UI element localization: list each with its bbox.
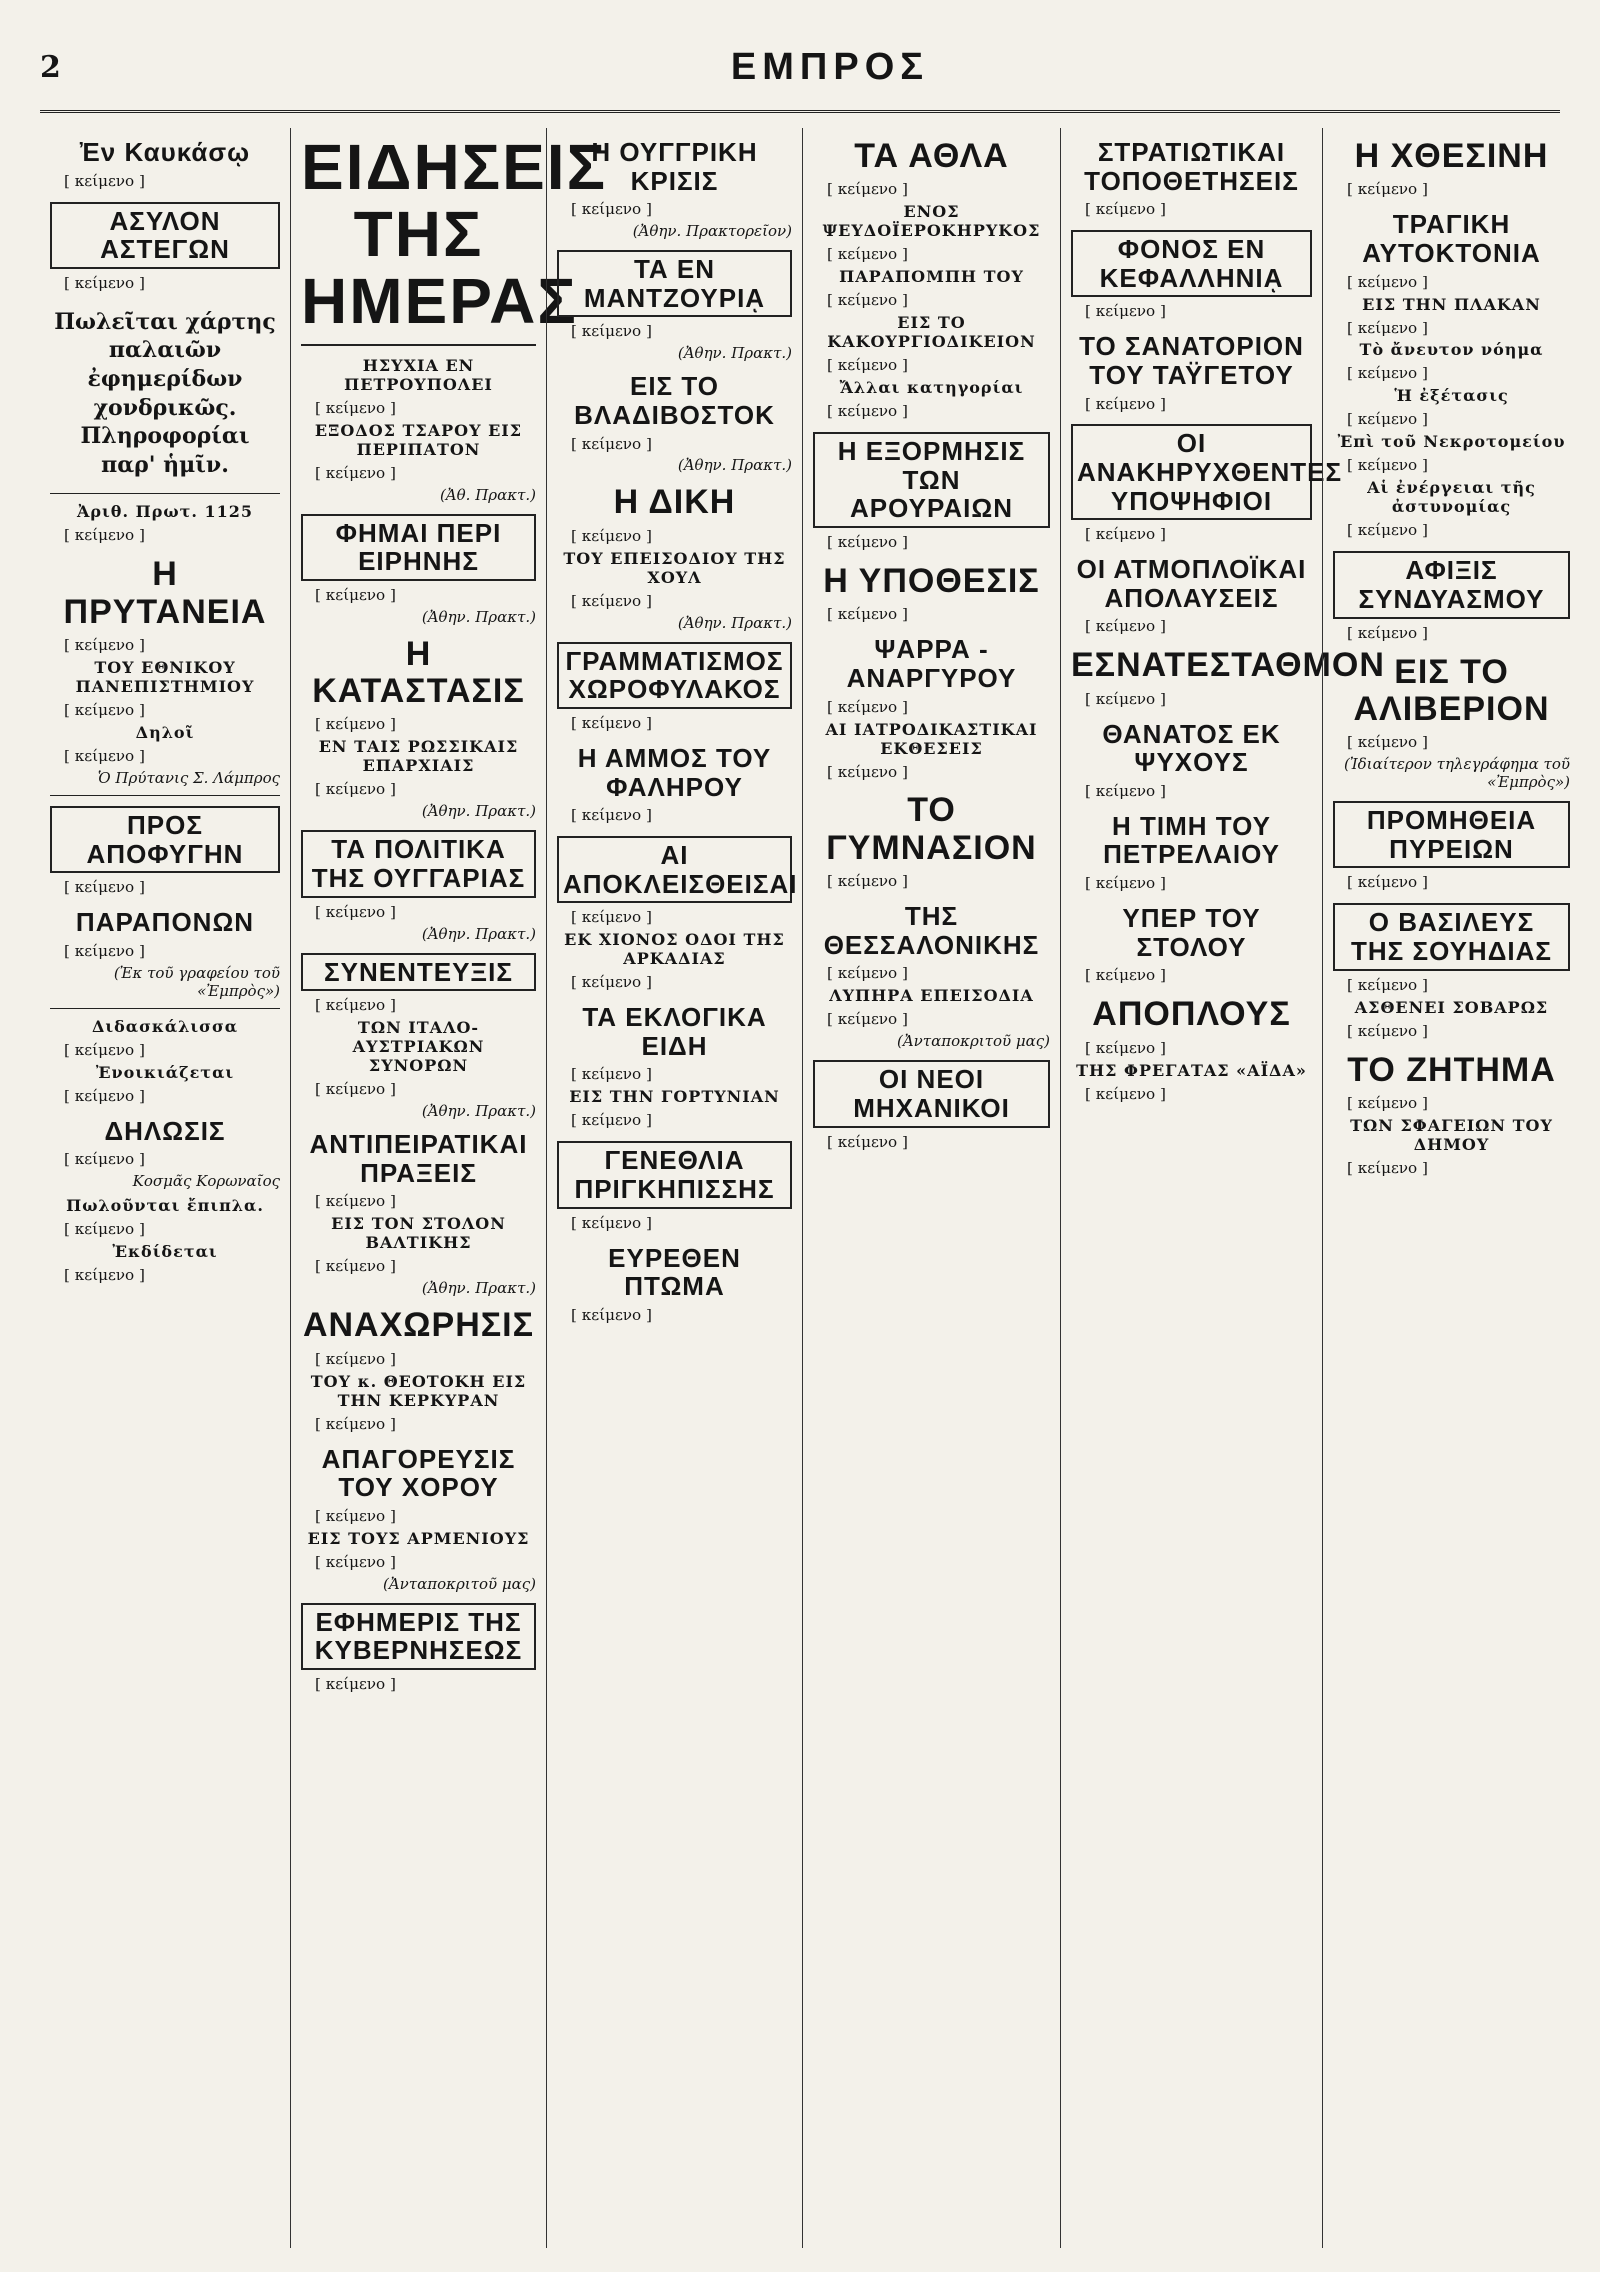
article-headline: Η ΧΘΕΣΙΝΗ [1354,137,1549,175]
article-subheadline: ΕΙΣ ΤΗΝ ΠΛΑΚΑΝ [1362,294,1541,314]
article-body-paragraph: [ κείμενο ] [64,746,145,765]
column-rule [50,493,280,494]
article-headline: ΕΥΡΕΘΕΝ ΠΤΩΜΑ [608,1242,741,1302]
column-5 [1060,128,1385,2248]
article-source-line: (Ἀθ. Πρακτ.) [439,485,536,504]
article-body-paragraph: [ κείμενο ] [827,291,908,310]
article-subheadline: ΤΩΝ ΙΤΑΛΟ-ΑΥΣΤΡΙΑΚΩΝ ΣΥΝΟΡΩΝ [352,1018,485,1076]
article-body-paragraph: [ κείμενο ] [571,713,652,732]
article-headline: ΤΟ ΣΑΝΑΤΟΡΙΟΝ ΤΟΥ ΤΑΫΓΕΤΟΥ [1079,331,1304,390]
article-body-paragraph: [ κείμενο ] [571,908,652,927]
article-headline: ΟΙ ΑΝΑΚΗΡΥΧΘΕΝΤΕΣ ΥΠΟΨΗΦΙΟΙ [1071,424,1312,520]
article-body-paragraph: [ κείμενο ] [1347,1021,1428,1040]
article-source-line: (Ἀνταποκριτοῦ μας) [896,1032,1050,1051]
article-body-paragraph: [ κείμενο ] [64,1150,145,1169]
article-headline: ΓΕΝΕΘΛΙΑ ΠΡΙΓΚΗΠΙΣΣΗΣ [557,1141,792,1208]
article-source-line: (Ἀθην. Πρακτ.) [677,344,792,363]
article-headline: Ο ΒΑΣΙΛΕΥΣ ΤΗΣ ΣΟΥΗΔΙΑΣ [1333,903,1570,970]
article-body-paragraph: [ κείμενο ] [1347,623,1428,642]
article-body-paragraph: [ κείμενο ] [1085,617,1166,636]
article-headline: ΟΙ ΑΤΜΟΠΛΟΪΚΑΙ ΑΠΟΛΑΥΣΕΙΣ [1076,554,1307,613]
article-body-paragraph: [ κείμενο ] [315,1349,396,1368]
article-body-paragraph: [ κείμενο ] [315,1192,396,1211]
article-headline: ΑΝΑΧΩΡΗΣΙΣ [302,1306,535,1345]
article-subheadline: Αἱ ἐνέργειαι τῆς ἀστυνομίας [1367,478,1536,517]
column-2 [290,128,607,2248]
article-source-line: (Ἐκ τοῦ γραφείου τοῦ «Ἐμπρὸς») [113,963,280,1000]
article-subheadline: Δηλοῖ [135,722,195,742]
article-headline: ΦΗΜΑΙ ΠΕΡΙ ΕΙΡΗΝΗΣ [301,514,536,581]
article-body-paragraph: [ κείμενο ] [827,872,908,891]
article-body-paragraph: [ κείμενο ] [1085,1038,1166,1057]
article-subheadline: Ἀριθ. Πρωτ. 1125 [76,502,254,522]
article-body-paragraph: [ κείμενο ] [315,996,396,1015]
article-source-line: (Ἀθην. Πρακτορεῖον) [632,222,792,241]
article-headline: ΕΣΝΑΤΕΣΤΑΘΜΟΝ [1071,646,1385,685]
columns [40,128,1580,2248]
page-number: 2 [40,50,61,85]
article-headline: Ἐν Καυκάσῳ [79,137,251,167]
article-body-paragraph: [ κείμενο ] [64,171,145,190]
article-source-line: Κοσμᾶς Κορωναῖος [132,1172,280,1191]
article-body-paragraph: [ κείμενο ] [571,973,652,992]
article-body-paragraph: [ κείμενο ] [315,463,396,482]
article-headline: ΑΠΑΓΟΡΕΥΣΙΣ ΤΟΥ ΧΟΡΟΥ [321,1443,516,1503]
section-banner-headline: ΕΙΔΗΣΕΙΣ ΤΗΣ ΗΜΕΡΑΣ [301,134,536,346]
article-subheadline: ΕΞΟΔΟΣ ΤΣΑΡΟΥ ΕΙΣ ΠΕΡΙΠΑΤΟΝ [314,420,523,459]
article-subheadline: Ἐνοικιάζεται [95,1062,235,1082]
article-body-paragraph: [ κείμενο ] [571,200,652,219]
article-headline: ΠΑΡΑΠΟΝΩΝ [75,907,255,938]
article-body-paragraph: [ κείμενο ] [571,526,652,545]
article-headline: ΑΝΤΙΠΕΙΡΑΤΙΚΑΙ ΠΡΑΞΕΙΣ [309,1129,528,1188]
article-body-paragraph: [ κείμενο ] [1347,456,1428,475]
article-body-paragraph: [ κείμενο ] [315,715,396,734]
article-body-paragraph: [ κείμενο ] [1085,302,1166,321]
article-body-paragraph: [ κείμενο ] [315,585,396,604]
article-body-paragraph: [ κείμενο ] [1085,1084,1166,1103]
article-subheadline: ΤΟΥ κ. ΘΕΟΤΟΚΗ ΕΙΣ ΤΗΝ ΚΕΡΚΥΡΑΝ [310,1371,527,1410]
article-headline: ΤΟ ΖΗΤΗΜΑ [1347,1050,1556,1089]
article-headline: Η ΕΞΟΡΜΗΣΙΣ ΤΩΝ ΑΡΟΥΡΑΙΩΝ [813,432,1050,528]
article-subheadline: ΕΙΣ ΤΗΝ ΓΟΡΤΥΝΙΑΝ [569,1087,780,1107]
article-headline: ΑΣΥΛΟΝ ΑΣΤΕΓΩΝ [50,202,280,269]
article-subheadline: ΕΙΣ ΤΟΝ ΣΤΟΛΟΝ ΒΑΛΤΙΚΗΣ [331,1214,506,1253]
article-headline: ΤΑ ΕΚΛΟΓΙΚΑ ΕΙΔΗ [582,1002,767,1061]
article-subheadline: ΕΝΟΣ ΨΕΥΔΟΪΕΡΟΚΗΡΥΚΟΣ [822,202,1041,241]
article-body-paragraph: [ κείμενο ] [315,1257,396,1276]
article-body-paragraph: [ κείμενο ] [827,1010,908,1029]
article-subheadline: ΕΙΣ ΤΟ ΚΑΚΟΥΡΓΙΟΔΙΚΕΙΟΝ [827,313,1036,352]
article-headline: Η ΚΑΤΑΣΤΑΣΙΣ [312,634,525,711]
newspaper-title: ΕΜΠΡΟΣ [730,46,930,88]
article-headline: ΨΑΡΡΑ - ΑΝΑΡΓΥΡΟΥ [846,634,1017,693]
article-headline: Η ΤΙΜΗ ΤΟΥ ΠΕΤΡΕΛΑΙΟΥ [1103,810,1280,870]
article-body-paragraph: [ κείμενο ] [315,1506,396,1525]
article-subheadline: ΕΙΣ ΤΟΥΣ ΑΡΜΕΝΙΟΥΣ [307,1528,530,1548]
article-subheadline: ΕΚ ΧΙΟΝΟΣ ΟΔΟΙ ΤΗΣ ΑΡΚΑΔΙΑΣ [564,930,785,969]
article-body-paragraph: [ κείμενο ] [827,245,908,264]
article-headline: ΑΦΙΞΙΣ ΣΥΝΔΥΑΣΜΟΥ [1333,551,1570,618]
article-headline: Η ΥΠΟΘΕΣΙΣ [823,561,1040,600]
article-subheadline: ΑΙ ΙΑΤΡΟΔΙΚΑΣΤΙΚΑΙ ΕΚΘΕΣΕΙΣ [825,719,1038,758]
article-source-line: (Ἀνταποκριτοῦ μας) [382,1574,536,1593]
article-body-paragraph: [ κείμενο ] [315,1552,396,1571]
article-subheadline: ΤΩΝ ΣΦΑΓΕΙΩΝ ΤΟΥ ΔΗΜΟΥ [1350,1115,1553,1154]
article-body-paragraph: [ κείμενο ] [1347,410,1428,429]
article-body-paragraph: [ κείμενο ] [827,533,908,552]
article-body-paragraph: [ κείμενο ] [827,356,908,375]
article-body-paragraph: [ κείμενο ] [571,1305,652,1324]
article-body-paragraph: [ κείμενο ] [571,322,652,341]
article-body-paragraph: [ κείμενο ] [827,1132,908,1151]
article-source-line: Ὁ Πρύτανις Σ. Λάμπρος [97,768,280,787]
column-1 [40,128,290,2248]
article-subheadline: ΕΝ ΤΑΙΣ ΡΩΣΣΙΚΑΙΣ ΕΠΑΡΧΙΑΙΣ [318,737,519,776]
article-headline: ΤΡΑΓΙΚΗ ΑΥΤΟΚΤΟΝΙΑ [1362,209,1541,268]
article-subheadline: Πωλοῦνται ἔπιπλα. [66,1196,264,1216]
article-body-paragraph: [ κείμενο ] [827,180,908,199]
article-source-line: (Ἀθην. Πρακτ.) [421,607,536,626]
article-subheadline: Ἡ ἐξέτασις [1394,386,1509,406]
article-headline: ΑΙ ΑΠΟΚΛΕΙΣΘΕΙΣΑΙ [557,836,792,903]
article-body-paragraph: [ κείμενο ] [1347,873,1428,892]
article-source-line: (Ἀθην. Πρακτ.) [421,802,536,821]
article-source-line: (Ἀθην. Πρακτ.) [677,613,792,632]
article-source-line: (Ἰδιαίτερον τηλεγράφημα τοῦ «Ἐμπρὸς») [1343,755,1570,792]
article-subheadline: ΑΣΘΕΝΕΙ ΣΟΒΑΡΩΣ [1354,997,1549,1017]
article-headline: ΠΡΟΣ ΑΠΟΦΥΓΗΝ [50,806,280,873]
article-body-paragraph: [ κείμενο ] [64,526,145,545]
article-body-paragraph: [ κείμενο ] [1347,1093,1428,1112]
article-headline: Η ΑΜΜΟΣ ΤΟΥ ΦΑΛΗΡΟΥ [577,742,772,802]
article-headline: ΠΡΟΜΗΘΕΙΑ ΠΥΡΕΙΩΝ [1333,801,1570,868]
article-subheadline: ΛΥΠΗΡΑ ΕΠΕΙΣΟΔΙΑ [829,986,1034,1006]
article-body-paragraph: [ κείμενο ] [1085,525,1166,544]
article-body-paragraph: [ κείμενο ] [315,1080,396,1099]
article-body-paragraph: [ κείμενο ] [1085,394,1166,413]
article-body-paragraph: [ κείμενο ] [1085,781,1166,800]
article-body-paragraph: [ κείμενο ] [1347,318,1428,337]
article-headline: ΔΗΛΩΣΙΣ [104,1115,226,1146]
article-subheadline: Τὸ ἄνευτον νόημα [1359,340,1544,360]
article-headline: ΕΦΗΜΕΡΙΣ ΤΗΣ ΚΥΒΕΡΝΗΣΕΩΣ [301,1603,536,1670]
column-6 [1322,128,1580,2248]
article-body-paragraph: [ κείμενο ] [571,434,652,453]
article-body-paragraph: [ κείμενο ] [827,762,908,781]
article-headline: ΥΠΕΡ ΤΟΥ ΣΤΟΛΟΥ [1122,903,1261,962]
article-body-paragraph: [ κείμενο ] [571,1213,652,1232]
article-body-paragraph: [ κείμενο ] [571,806,652,825]
article-body-paragraph: [ κείμενο ] [1085,200,1166,219]
article-body-paragraph: [ κείμενο ] [315,1414,396,1433]
article-body-paragraph: [ κείμενο ] [827,964,908,983]
article-body-paragraph: [ κείμενο ] [1347,1158,1428,1177]
article-headline: ΤΑ ΕΝ ΜΑΝΤΖΟΥΡΙᾼ [557,250,792,317]
article-subheadline: ΤΗΣ ΦΡΕΓΑΤΑΣ «ΑΪΔΑ» [1076,1060,1307,1080]
article-headline: ΤΗΣ ΘΕΣΣΑΛΟΝΙΚΗΣ [823,901,1040,960]
article-body-paragraph: [ κείμενο ] [1347,180,1428,199]
article-headline: ΓΡΑΜΜΑΤΙΣΜΟΣ ΧΩΡΟΦΥΛΑΚΟΣ [557,642,792,709]
masthead [40,46,1560,113]
article-body-paragraph: [ κείμενο ] [571,1111,652,1130]
column-4 [802,128,1060,2248]
article-headline: ΦΟΝΟΣ ΕΝ ΚΕΦΑΛΛΗΝΙᾼ [1071,230,1312,297]
column-3 [546,128,802,2248]
column-rule [50,795,280,796]
article-body-paragraph: [ κείμενο ] [64,1220,145,1239]
article-headline: Η ΟΥΓΓΡΙΚΗ ΚΡΙΣΙΣ [591,137,758,196]
article-body-paragraph: [ κείμενο ] [1085,689,1166,708]
article-body-paragraph: [ κείμενο ] [315,780,396,799]
article-body-paragraph: [ κείμενο ] [64,701,145,719]
article-body-paragraph: [ κείμενο ] [64,941,145,960]
article-headline: ΕΙΣ ΤΟ ΑΛΙΒΕΡΙΟΝ [1353,652,1550,728]
article-headline: Η ΔΙΚΗ [613,483,736,522]
article-subheadline: Ἄλλαι κατηγορίαι [839,378,1024,398]
article-body-paragraph: [ κείμενο ] [1347,733,1428,752]
article-body-paragraph: [ κείμενο ] [827,605,908,624]
article-body-paragraph: [ κείμενο ] [64,878,145,897]
column-rule [50,1008,280,1009]
article-body-paragraph: [ κείμενο ] [1347,364,1428,383]
article-body-paragraph: [ κείμενο ] [64,1040,145,1059]
article-headline: Η ΠΡΥΤΑΝΕΙΑ [63,555,267,631]
article-subheadline: Ἐπὶ τοῦ Νεκροτομείου [1337,432,1566,452]
article-headline: ΑΠΟΠΛΟΥΣ [1092,995,1291,1034]
article-headline: ΣΤΡΑΤΙΩΤΙΚΑΙ ΤΟΠΟΘΕΤΗΣΕΙΣ [1084,137,1299,196]
article-body-paragraph: [ κείμενο ] [1347,272,1428,291]
article-body-paragraph: [ κείμενο ] [315,902,396,921]
article-body-paragraph: [ κείμενο ] [64,636,145,655]
article-subheadline: ΗΣΥΧΙΑ ΕΝ ΠΕΤΡΟΥΠΟΛΕΙ [344,355,493,394]
article-headline: ΣΥΝΕΝΤΕΥΞΙΣ [301,953,536,992]
article-body-paragraph: [ κείμενο ] [1347,975,1428,994]
article-source-line: (Ἀθην. Πρακτ.) [421,1102,536,1121]
article-source-line: (Ἀθην. Πρακτ.) [677,456,792,475]
article-source-line: (Ἀθην. Πρακτ.) [421,1279,536,1298]
article-subheadline: ΤΟΥ ΕΘΝΙΚΟΥ ΠΑΝΕΠΙΣΤΗΜΙΟΥ [75,658,255,696]
article-body-paragraph: [ κείμενο ] [827,402,908,421]
article-body-paragraph: [ κείμενο ] [571,1065,652,1084]
article-subheadline: Διδασκάλισσα [91,1016,239,1036]
article-headline: ΤΑ ΠΟΛΙΤΙΚΑ ΤΗΣ ΟΥΓΓΑΡΙΑΣ [301,830,536,897]
article-body-paragraph: [ κείμενο ] [315,1674,396,1693]
article-subheadline: Ἐκδίδεται [112,1242,218,1262]
article-source-line: (Ἀθην. Πρακτ.) [421,924,536,943]
article-body-paragraph: [ κείμενο ] [571,591,652,610]
article-headline: ΟΙ ΝΕΟΙ ΜΗΧΑΝΙΚΟΙ [813,1060,1050,1127]
article-body-paragraph: [ κείμενο ] [64,1266,145,1285]
article-subheadline: ΤΟΥ ΕΠΕΙΣΟΔΙΟΥ ΤΗΣ ΧΟΥΛ [563,548,786,587]
article-body-paragraph: [ κείμενο ] [1347,521,1428,540]
article-headline: ΘΑΝΑΤΟΣ ΕΚ ΨΥΧΟΥΣ [1102,718,1281,778]
article-headline: ΤΑ ΑΘΛΑ [854,137,1009,175]
article-subheadline: ΠΑΡΑΠΟΜΠΗ ΤΟΥ [839,267,1024,287]
article-headline: ΕΙΣ ΤΟ ΒΛΑΔΙΒΟΣΤΟΚ [574,371,775,430]
article-body-paragraph: [ κείμενο ] [1085,874,1166,893]
article-body-paragraph: [ κείμενο ] [315,398,396,417]
article-headline: ΤΟ ΓΥΜΝΑΣΙΟΝ [826,791,1037,867]
article-body-paragraph: [ κείμενο ] [64,1086,145,1105]
article-body-paragraph: [ κείμενο ] [827,697,908,716]
classified-ad: Πωλεῖται χάρτης παλαιῶν ἐφημερίδων χονδρικῶς. Πληροφορίαι παρ' ἡμῖν. [54,308,276,478]
article-body-paragraph: [ κείμενο ] [64,273,145,292]
article-body-paragraph: [ κείμενο ] [1085,966,1166,985]
